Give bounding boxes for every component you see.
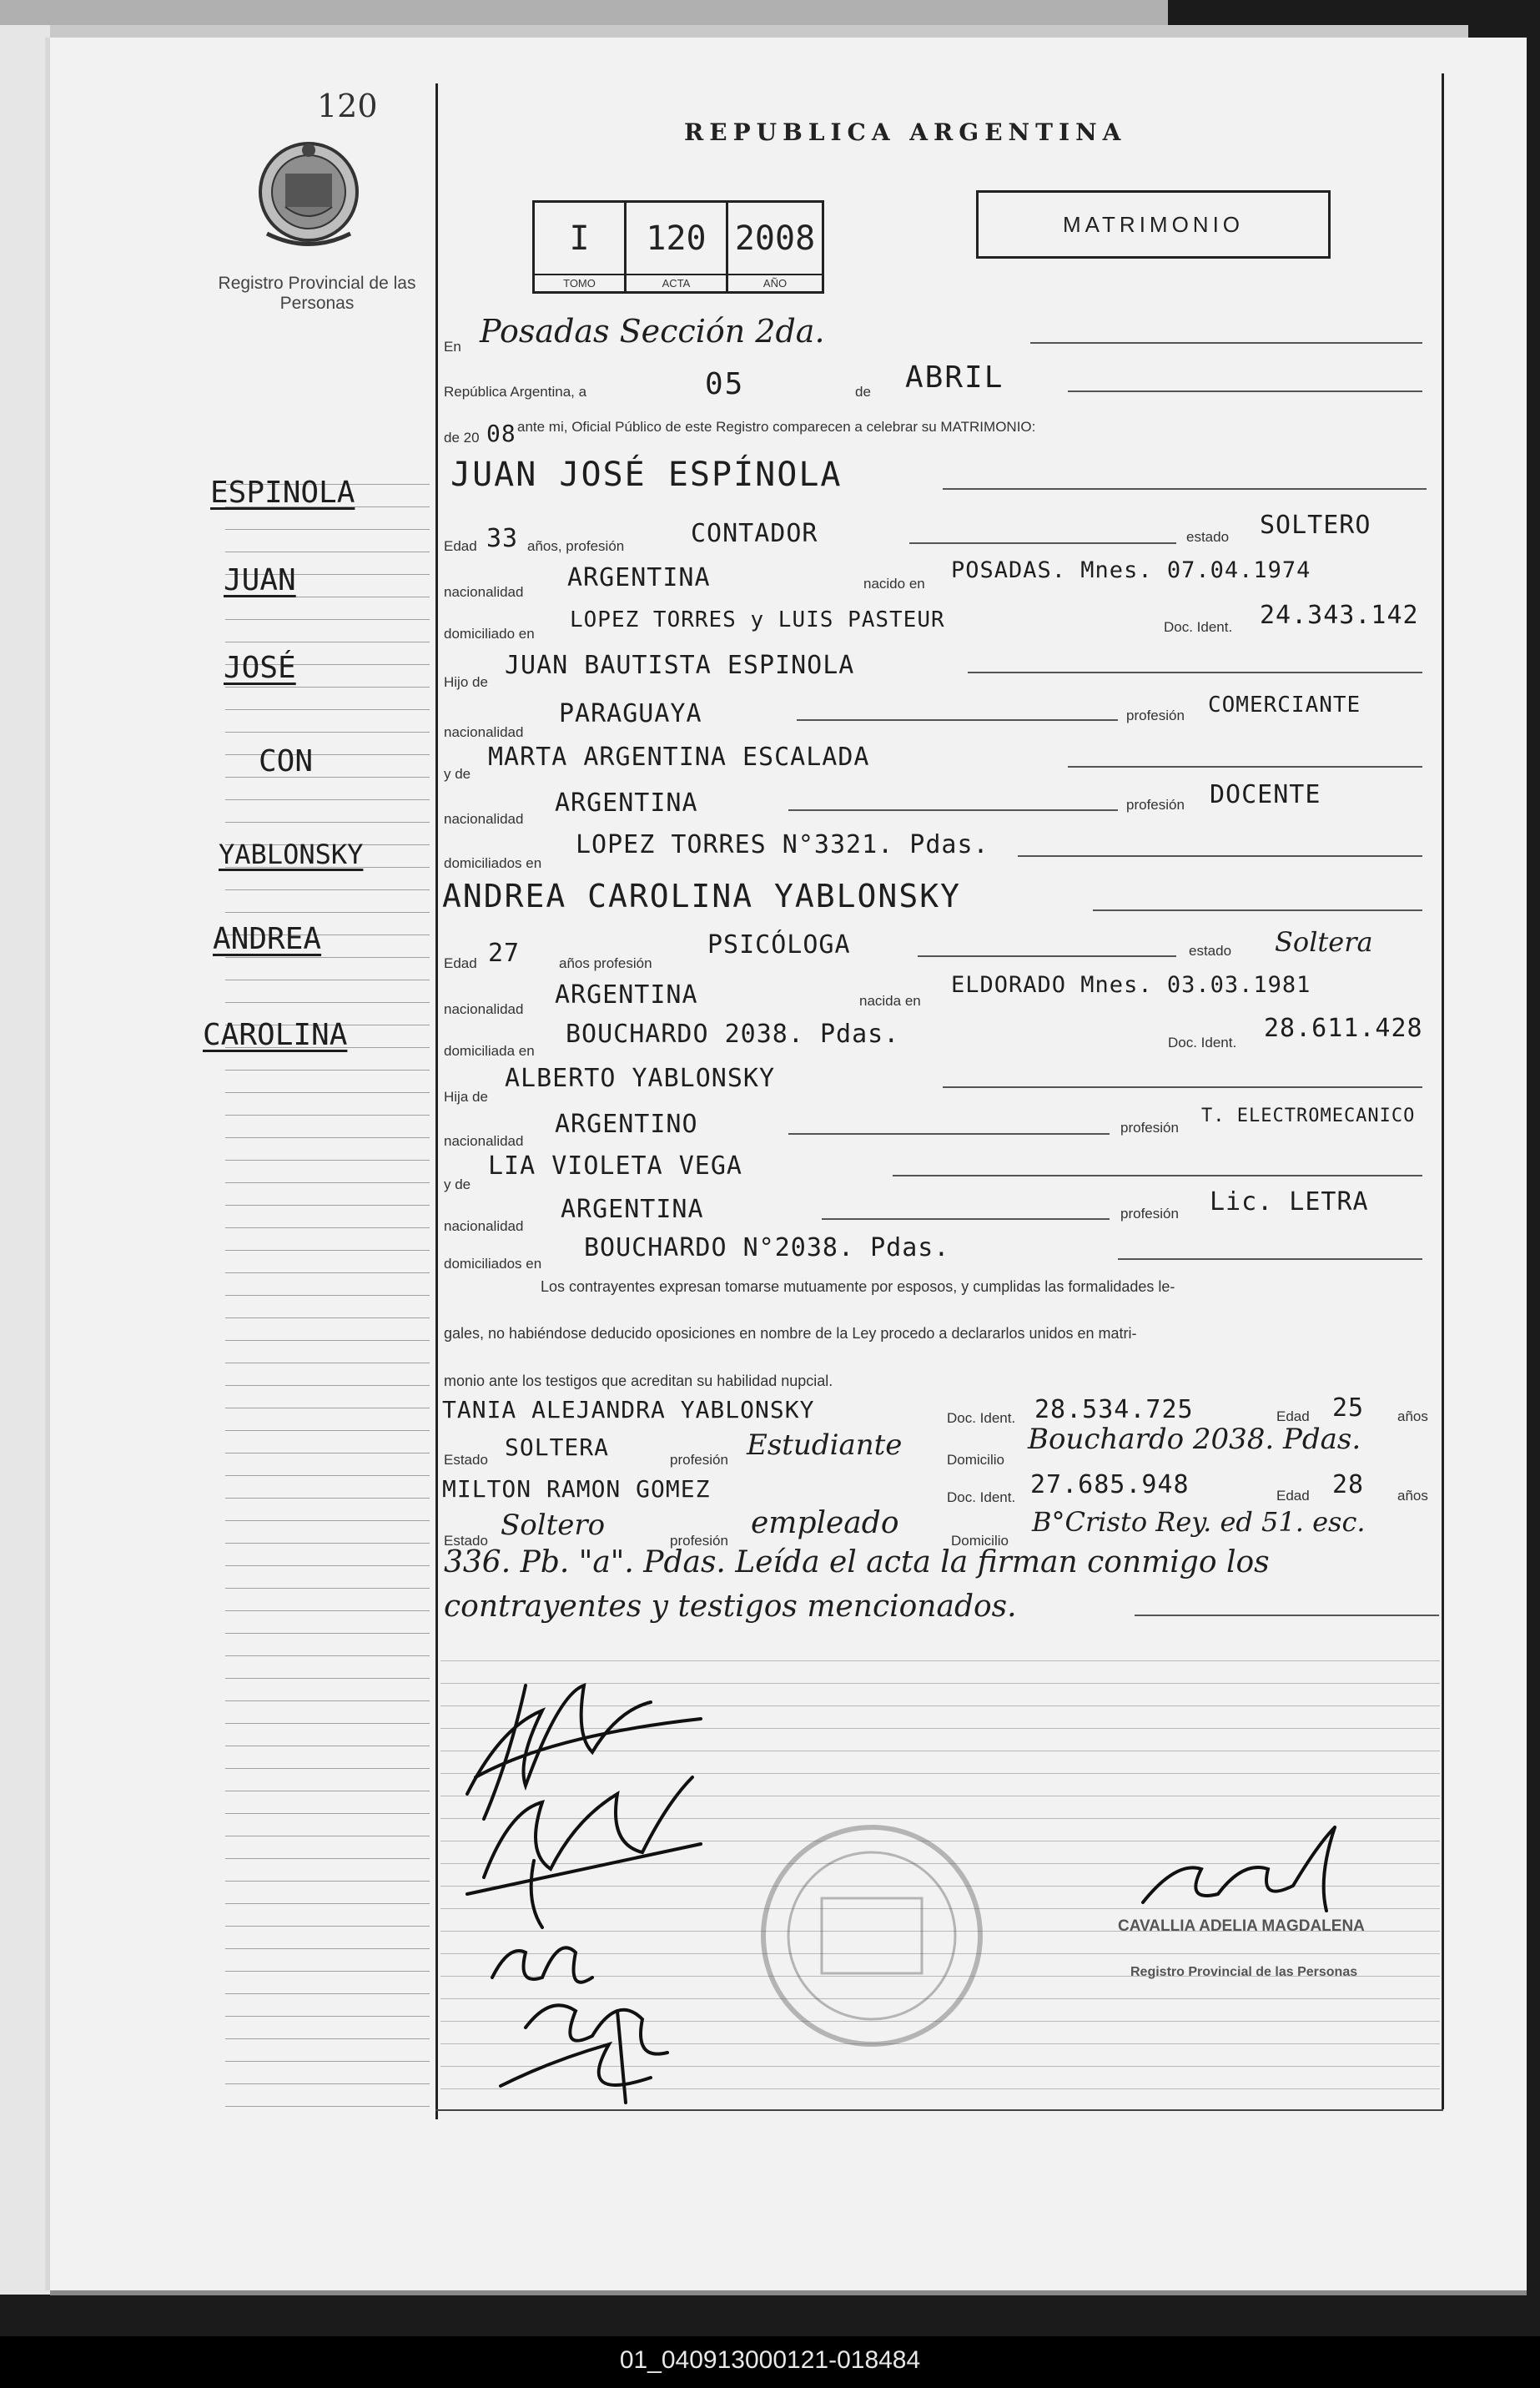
- margin-rule-line: [225, 1633, 430, 1634]
- fill-line: [968, 672, 1422, 673]
- margin-rule-line: [225, 889, 430, 890]
- value-bride-nacionalidad: ARGENTINA: [555, 980, 698, 1010]
- margin-rule-line: [225, 709, 430, 710]
- margin-rule-line: [225, 1340, 430, 1341]
- margin-rule-line: [225, 799, 430, 800]
- value-witness1-doc: 28.534.725: [1034, 1395, 1194, 1424]
- province-seal-icon: [250, 134, 367, 250]
- official-name: CAVALLIA ADELIA MAGDALENA: [1118, 1917, 1365, 1935]
- margin-rule-line: [225, 1520, 430, 1521]
- margin-rule-line: [225, 1498, 430, 1499]
- label-republica: República Argentina, a: [444, 384, 587, 400]
- official-stamp: [763, 1827, 980, 2044]
- label-profesion: profesión: [1126, 797, 1185, 813]
- value-groom-estado: SOLTERO: [1260, 511, 1371, 540]
- value-groom-padre-prof: COMERCIANTE: [1208, 693, 1361, 718]
- paragraph-line-2: gales, no habiéndose deducido oposiciones en nombre de la Ley procedo a declararlos unidos en matri-: [444, 1325, 1137, 1342]
- label-y-de: y de: [444, 766, 471, 782]
- value-groom-name: JUAN JOSÉ ESPÍNOLA: [450, 456, 843, 494]
- margin-rule-line: [225, 1588, 430, 1589]
- value-groom-profesion: CONTADOR: [691, 519, 818, 548]
- paragraph-line-1: Los contrayentes expresan tomarse mutuamente por esposos, y cumplidas las formalidades le-: [541, 1278, 1175, 1295]
- label-nacida-en: nacida en: [859, 993, 921, 1009]
- value-bride-name: ANDREA CAROLINA YABLONSKY: [442, 878, 961, 914]
- official-office: Registro Provincial de las Personas: [1130, 1965, 1358, 1979]
- label-estado: estado: [1189, 943, 1232, 959]
- country-heading: REPUBLICA ARGENTINA: [684, 118, 1127, 146]
- margin-rule-line: [225, 1430, 430, 1431]
- signature-2: [467, 1777, 701, 1927]
- label-anios-profesion-2: años profesión: [559, 955, 652, 971]
- label-de-20: de 20: [444, 430, 480, 446]
- value-bride-nacida-en: ELDORADO Mnes. 03.03.1981: [951, 972, 1311, 998]
- signature-official: [1143, 1827, 1335, 1911]
- label-edad-w: Edad: [1276, 1408, 1310, 1424]
- label-doc-ident: Doc. Ident.: [947, 1489, 1016, 1505]
- acta-label: ACTA: [627, 274, 726, 290]
- margin-rule-line: [225, 1160, 430, 1161]
- fill-line: [943, 1086, 1422, 1088]
- margin-rule-line: [225, 1655, 430, 1656]
- value-witness2-profesion: empleado: [751, 1506, 899, 1540]
- margin-rule-line: [225, 1565, 430, 1566]
- label-edad: Edad: [444, 955, 477, 971]
- value-closing-line-1: 336. Pb. "a". Pdas. Leída el acta la firman conmigo los: [444, 1545, 1270, 1579]
- margin-rule-line: [225, 1926, 430, 1927]
- value-closing-line-2: contrayentes y testigos mencionados.: [444, 1589, 1017, 1624]
- label-edad-w: Edad: [1276, 1488, 1310, 1504]
- value-bride-edad: 27: [488, 939, 521, 968]
- margin-rule-line: [225, 1993, 430, 1994]
- label-domiciliada-en: domiciliada en: [444, 1043, 535, 1059]
- margin-surname-groom: ESPINOLA: [210, 476, 355, 510]
- tomo-value: I: [569, 219, 590, 258]
- value-witness1-domicilio: Bouchardo 2038. Pdas.: [1028, 1423, 1361, 1456]
- fill-line: [1135, 1615, 1439, 1616]
- signatures-area: [450, 1660, 1477, 2128]
- margin-rule-line: [225, 1115, 430, 1116]
- margin-rule-line: [225, 1227, 430, 1228]
- value-groom-nacido-en: POSADAS. Mnes. 07.04.1974: [951, 557, 1311, 583]
- label-edad: Edad: [444, 538, 477, 554]
- fill-line: [909, 542, 1176, 544]
- left-frame-line: [435, 83, 438, 2119]
- margin-rule-line: [225, 1002, 430, 1003]
- value-bride-madre-nac: ARGENTINA: [561, 1195, 704, 1224]
- margin-rule-line: [225, 1610, 430, 1611]
- label-nacionalidad: nacionalidad: [444, 1133, 524, 1149]
- value-witness1-name: TANIA ALEJANDRA YABLONSKY: [442, 1396, 815, 1423]
- margin-rule-line: [225, 957, 430, 958]
- value-groom-domicilio: LOPEZ TORRES y LUIS PASTEUR: [570, 607, 945, 632]
- margin-rule-line: [225, 1137, 430, 1138]
- margin-con: CON: [259, 744, 314, 778]
- label-nacionalidad: nacionalidad: [444, 724, 524, 740]
- registry-name: Registro Provincial de las Personas: [218, 274, 416, 313]
- margin-name-andrea: ANDREA: [213, 922, 322, 956]
- value-bride-estado: Soltera: [1275, 926, 1373, 958]
- label-domiciliados-en: domiciliados en: [444, 855, 542, 871]
- label-ante-mi: ante mi, Oficial Público de este Registro comparecen a celebrar su MATRIMONIO:: [517, 419, 1036, 435]
- margin-name-juan: JUAN: [224, 563, 296, 597]
- value-bride-padre-prof: T. ELECTROMECANICO: [1201, 1106, 1416, 1126]
- label-nacido-en: nacido en: [863, 576, 925, 592]
- value-witness2-edad: 28: [1332, 1470, 1365, 1499]
- fill-line: [822, 1218, 1110, 1220]
- label-anios: años: [1397, 1408, 1428, 1424]
- margin-rule-line: [225, 1881, 430, 1882]
- fill-line: [1118, 1258, 1422, 1260]
- fill-line: [1068, 766, 1422, 768]
- margin-rule-line: [225, 1295, 430, 1296]
- label-hijo-de: Hijo de: [444, 674, 488, 690]
- paragraph-line-3: monio ante los testigos que acreditan su habilidad nupcial.: [444, 1373, 833, 1389]
- act-type-box: MATRIMONIO: [976, 190, 1331, 259]
- margin-rule-line: [225, 1182, 430, 1183]
- value-lugar: Posadas Sección 2da.: [480, 313, 825, 350]
- label-profesion: profesión: [670, 1533, 728, 1549]
- value-bride-profesion: PSICÓLOGA: [707, 930, 851, 960]
- fill-line: [788, 809, 1118, 811]
- margin-rule-line: [225, 1971, 430, 1972]
- margin-rule-line: [225, 1700, 430, 1701]
- margin-rule-line: [225, 2061, 430, 2062]
- margin-rule-line: [225, 1813, 430, 1814]
- margin-name-carolina: CAROLINA: [203, 1018, 348, 1052]
- fill-line: [1030, 342, 1422, 344]
- value-dia: 05: [705, 367, 745, 401]
- label-profesion: profesión: [1126, 708, 1185, 723]
- value-groom-padre: JUAN BAUTISTA ESPINOLA: [505, 651, 855, 680]
- fill-line: [1018, 855, 1422, 857]
- label-anios: años: [1397, 1488, 1428, 1504]
- margin-rule-line: [225, 1070, 430, 1071]
- anio-value: 2008: [734, 219, 816, 258]
- label-doc-ident: Doc. Ident.: [1168, 1035, 1237, 1050]
- label-nacionalidad: nacionalidad: [444, 1001, 524, 1017]
- margin-rule-line: [225, 777, 430, 778]
- label-doc-ident: Doc. Ident.: [947, 1410, 1016, 1426]
- margin-rule-line: [225, 529, 430, 530]
- label-profesion: profesión: [1120, 1120, 1179, 1136]
- value-groom-edad: 33: [486, 524, 519, 553]
- margin-rule-line: [225, 1903, 430, 1904]
- value-bride-madre: LIA VIOLETA VEGA: [488, 1151, 742, 1181]
- label-nacionalidad: nacionalidad: [444, 1218, 524, 1234]
- fill-line: [943, 488, 1427, 490]
- fill-line: [893, 1175, 1422, 1176]
- value-anio-2d: 08: [486, 420, 516, 447]
- label-domicilio: Domicilio: [947, 1452, 1004, 1468]
- fill-line: [1093, 909, 1422, 911]
- value-witness1-edad: 25: [1332, 1393, 1365, 1423]
- scan-image-id: 01_040913000121-018484: [619, 2346, 921, 2374]
- label-profesion: profesión: [670, 1452, 728, 1468]
- value-mes: ABRIL: [905, 360, 1004, 395]
- value-groom-madre-nac: ARGENTINA: [555, 788, 698, 818]
- value-bride-padre: ALBERTO YABLONSKY: [505, 1064, 776, 1093]
- label-de: de: [855, 384, 871, 400]
- label-profesion: profesión: [1120, 1206, 1179, 1222]
- margin-rule-line: [225, 822, 430, 823]
- margin-rule-line: [225, 1385, 430, 1386]
- margin-rule-line: [225, 754, 430, 755]
- acta-reference-box: [532, 200, 824, 294]
- margin-rule-line: [225, 2083, 430, 2084]
- margin-rule-line: [225, 1543, 430, 1544]
- fill-line: [797, 719, 1118, 721]
- margin-rule-line: [225, 1205, 430, 1206]
- label-estado: estado: [1186, 529, 1230, 545]
- label-domiciliado-en: domiciliado en: [444, 626, 535, 642]
- fill-line: [1068, 390, 1422, 392]
- label-doc-ident: Doc. Ident.: [1164, 619, 1233, 635]
- signature-3: [492, 1947, 667, 2103]
- value-witness1-profesion: Estudiante: [747, 1428, 903, 1462]
- margin-rule-line: [225, 687, 430, 688]
- fill-line: [788, 1133, 1110, 1135]
- value-groom-madre-prof: DOCENTE: [1210, 780, 1321, 809]
- margin-rule-line: [225, 1678, 430, 1679]
- value-bride-madre-prof: Lic. LETRA: [1210, 1187, 1369, 1217]
- value-groom-doc: 24.343.142: [1260, 601, 1419, 630]
- value-witness2-estado: Soltero: [501, 1509, 606, 1542]
- label-anios-profesion: años, profesión: [527, 538, 625, 554]
- margin-rule-line: [225, 2038, 430, 2039]
- margin-rule-line: [225, 1250, 430, 1251]
- margin-rule-line: [225, 1768, 430, 1769]
- margin-rule-line: [225, 2106, 430, 2107]
- margin-rule-line: [225, 2016, 430, 2017]
- margin-rule-line: [225, 732, 430, 733]
- label-estado-w: Estado: [444, 1533, 488, 1549]
- label-domicilio: Domicilio: [951, 1533, 1009, 1549]
- margin-rule-line: [225, 912, 430, 913]
- value-groom-padres-dom: LOPEZ TORRES N°3321. Pdas.: [576, 830, 989, 859]
- value-groom-madre: MARTA ARGENTINA ESCALADA: [488, 743, 870, 772]
- value-witness1-estado: SOLTERA: [505, 1433, 610, 1461]
- fill-line: [918, 955, 1176, 957]
- acta-value: 120: [646, 219, 707, 258]
- margin-rule-line: [225, 1092, 430, 1093]
- value-groom-nacionalidad: ARGENTINA: [567, 563, 711, 592]
- value-bride-domicilio: BOUCHARDO 2038. Pdas.: [566, 1020, 900, 1049]
- label-estado-w: Estado: [444, 1452, 488, 1468]
- label-domiciliados-en: domiciliados en: [444, 1256, 542, 1272]
- signature-1: [467, 1685, 701, 1819]
- margin-rule-line: [225, 1723, 430, 1724]
- label-y-de: y de: [444, 1176, 471, 1192]
- margin-name-jose: JOSÉ: [224, 651, 296, 685]
- anio-label: AÑO: [728, 274, 822, 290]
- margin-rule-line: [225, 1948, 430, 1949]
- value-witness2-doc: 27.685.948: [1030, 1470, 1190, 1499]
- label-hija-de: Hija de: [444, 1089, 488, 1105]
- value-bride-padres-dom: BOUCHARDO N°2038. Pdas.: [584, 1233, 950, 1262]
- value-bride-doc: 28.611.428: [1264, 1014, 1423, 1043]
- value-witness2-domicilio: B°Cristo Rey. ed 51. esc.: [1032, 1506, 1366, 1538]
- margin-rule-line: [225, 1475, 430, 1476]
- value-witness2-name: MILTON RAMON GOMEZ: [442, 1475, 711, 1503]
- margin-rule-line: [225, 1272, 430, 1273]
- label-nacionalidad: nacionalidad: [444, 584, 524, 600]
- label-nacionalidad: nacionalidad: [444, 811, 524, 827]
- tomo-label: TOMO: [535, 274, 624, 290]
- margin-surname-bride: YABLONSKY: [219, 839, 364, 870]
- label-en: En: [444, 339, 461, 355]
- margin-rule-line: [225, 619, 430, 620]
- margin-rule-line: [225, 1317, 430, 1318]
- value-groom-padre-nac: PARAGUAYA: [559, 699, 702, 728]
- folio-number: 120: [317, 88, 378, 124]
- value-bride-padre-nac: ARGENTINO: [555, 1110, 698, 1139]
- margin-rule-line: [225, 1858, 430, 1859]
